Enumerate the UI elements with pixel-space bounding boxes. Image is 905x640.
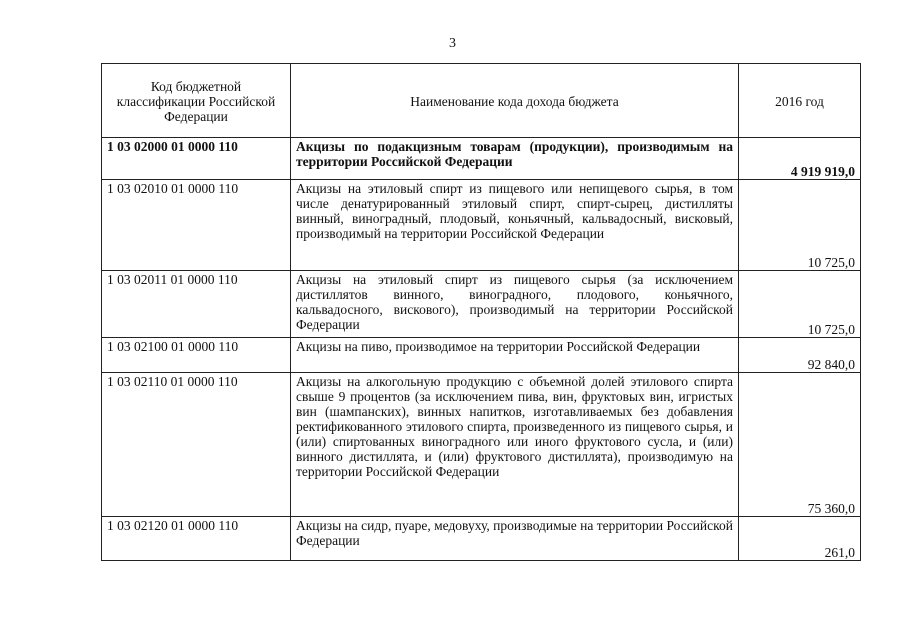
row-amount: 75 360,0: [739, 373, 861, 517]
budget-table: [101, 63, 861, 561]
row-name: Акцизы на сидр, пуаре, медовуху, производимые на территории Российской Федерации: [291, 517, 739, 561]
row-code: 1 03 02010 01 0000 110: [102, 180, 291, 271]
row-amount: 10 725,0: [739, 271, 861, 338]
table-row: [102, 373, 861, 517]
table-row: [102, 338, 861, 373]
row-name: Акцизы на пиво, производимое на территории Российской Федерации: [291, 338, 739, 373]
row-amount: 261,0: [739, 517, 861, 561]
row-amount: 10 725,0: [739, 180, 861, 271]
table-header-row: [102, 64, 861, 138]
row-amount: 4 919 919,0: [739, 138, 861, 180]
row-name: Акцизы по подакцизным товарам (продукции), производимым на территории Российской Федерации: [291, 138, 739, 180]
table-row: [102, 180, 861, 271]
row-code: 1 03 02011 01 0000 110: [102, 271, 291, 338]
row-name: Акцизы на алкогольную продукцию с объемной долей этилового спирта свыше 9 процентов (за исключением пива, вин, фруктовых вин, игристых вин (шампанских), винных напитков, изготавливаемых без добавления ректификованного этилового спирта, произведенного из пищевого сырья, и (или) спиртованных виноградного или иного фруктового сусла, и (или) винного дистиллята, и (или) фруктового дистиллята), производимую на территории Российской Федерации: [291, 373, 739, 517]
row-code: 1 03 02000 01 0000 110: [102, 138, 291, 180]
row-code: 1 03 02110 01 0000 110: [102, 373, 291, 517]
table-row: [102, 517, 861, 561]
table-row: [102, 138, 861, 180]
table-row: [102, 271, 861, 338]
row-amount: 92 840,0: [739, 338, 861, 373]
header-name: Наименование кода дохода бюджета: [291, 64, 739, 138]
row-name: Акцизы на этиловый спирт из пищевого или непищевого сырья, в том числе денатурированный этиловый спирт, спирт-сырец, дистилляты винный, виноградный, плодовый, коньячный, кальвадосный, висковый, производимый на территории Российской Федерации: [291, 180, 739, 271]
row-code: 1 03 02120 01 0000 110: [102, 517, 291, 561]
row-name: Акцизы на этиловый спирт из пищевого сырья (за исключением дистиллятов винного, виноградного, плодового, коньячного, кальвадосного, вискового), производимый на территории Российской Федерации: [291, 271, 739, 338]
header-year: 2016 год: [739, 64, 861, 138]
header-code: Код бюджетной классификации Российской Федерации: [102, 64, 291, 138]
page-number: 3: [449, 36, 456, 51]
row-code: 1 03 02100 01 0000 110: [102, 338, 291, 373]
